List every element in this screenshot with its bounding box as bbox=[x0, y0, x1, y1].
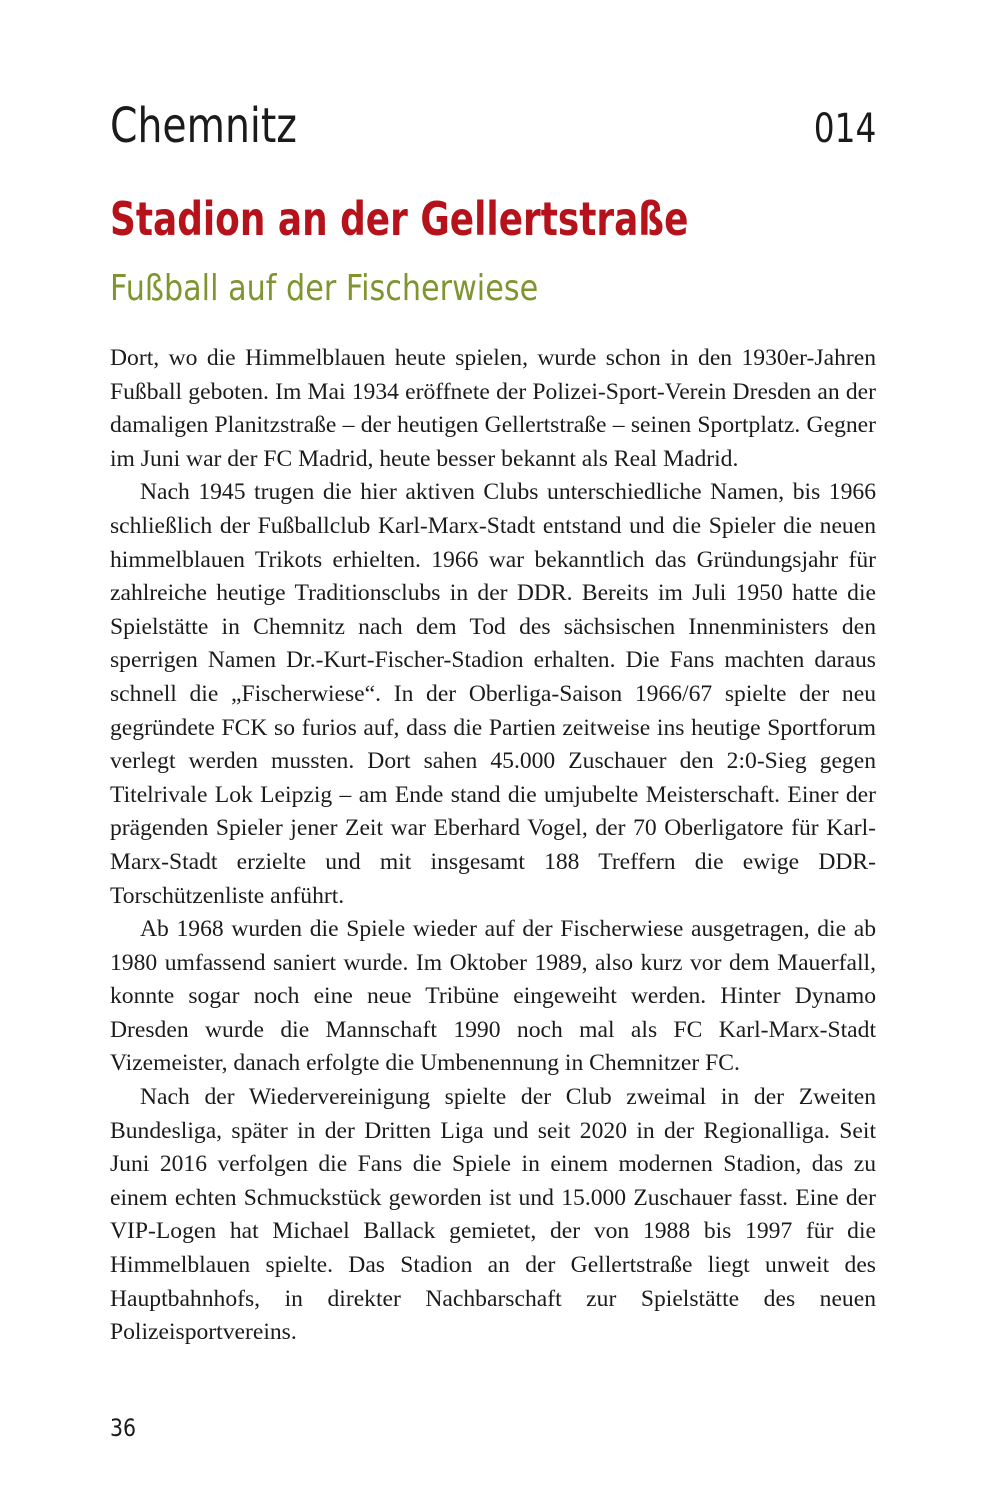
article-title: Stadion an der Gellertstraße bbox=[110, 192, 689, 246]
entry-number: 014 bbox=[813, 106, 876, 152]
paragraph-3: Ab 1968 wurden die Spiele wieder auf der Fischerwiese ausgetragen, die ab 1980 umfassend saniert wurde. Im Oktober 1989, also kurz vor dem Mauerfall, konnte sogar noch eine neue Tribüne eingeweiht werden. Hinter Dynamo Dresden wurde die Mannschaft 1990 noch mal als FC Karl-Marx-Stadt Vizemeister, danach erfolgte die Umbenennung in Chemnitzer FC. bbox=[110, 916, 876, 1077]
article-subtitle: Fußball auf der Fischerwiese bbox=[110, 268, 539, 309]
article-body bbox=[110, 342, 876, 1350]
page-header bbox=[110, 98, 876, 158]
city-heading: Chemnitz bbox=[110, 98, 297, 154]
page-number: 36 bbox=[110, 1414, 136, 1442]
paragraph-4: Nach der Wiedervereinigung spielte der Club zweimal in der Zweiten Bundesliga, später in der Dritten Liga und seit 2020 in der Regionalliga. Seit Juni 2016 verfolgen die Fans die Spiele in einem modernen Stadion, das zu einem echten Schmuckstück geworden ist und 15.000 Zuschauer fasst. Eine der VIP-Logen hat Michael Ballack gemietet, der von 1988 bis 1997 für die Himmelblauen spielte. Das Stadion an der Gellertstraße liegt unweit des Hauptbahnhofs, in direkter Nachbarschaft zur Spielstätte des neuen Polizeisportvereins. bbox=[110, 1084, 876, 1346]
paragraph-2: Nach 1945 trugen die hier aktiven Clubs unterschiedliche Namen, bis 1966 schließlich der Fußballclub Karl-Marx-Stadt entstand und die Spieler die neuen himmelblauen Trikots erhielten. 1966 war bekanntlich das Gründungsjahr für zahlreiche heutige Traditionsclubs in der DDR. Bereits im Juli 1950 hatte die Spielstätte in Chemnitz nach dem Tod des sächsischen Innenministers den sperrigen Namen Dr.-Kurt-Fischer-Stadion erhalten. Die Fans machten daraus schnell die „Fischerwiese“. In der Oberliga-Saison 1966/67 spielte der neu gegründete FCK so furios auf, dass die Partien zeitweise ins heutige Sportforum verlegt werden mussten. Dort sahen 45.000 Zuschauer den 2:0-Sieg gegen Titelrivale Lok Leipzig – am Ende stand die umjubelte Meisterschaft. Einer der prägenden Spieler jener Zeit war Eberhard Vogel, der 70 Oberligatore für Karl-Marx-Stadt erzielte und mit insgesamt 188 Treffern die ewige DDR-Torschützenliste anführt. bbox=[110, 479, 876, 909]
paragraph-1: Dort, wo die Himmelblauen heute spielen, wurde schon in den 1930er-Jahren Fußball geboten. Im Mai 1934 eröffnete der Polizei-Sport-Verein Dresden an der damaligen Planitzstraße – der heutigen Gellertstraße – seinen Sportplatz. Gegner im Juni war der FC Madrid, heute besser bekannt als Real Madrid. bbox=[110, 345, 876, 472]
